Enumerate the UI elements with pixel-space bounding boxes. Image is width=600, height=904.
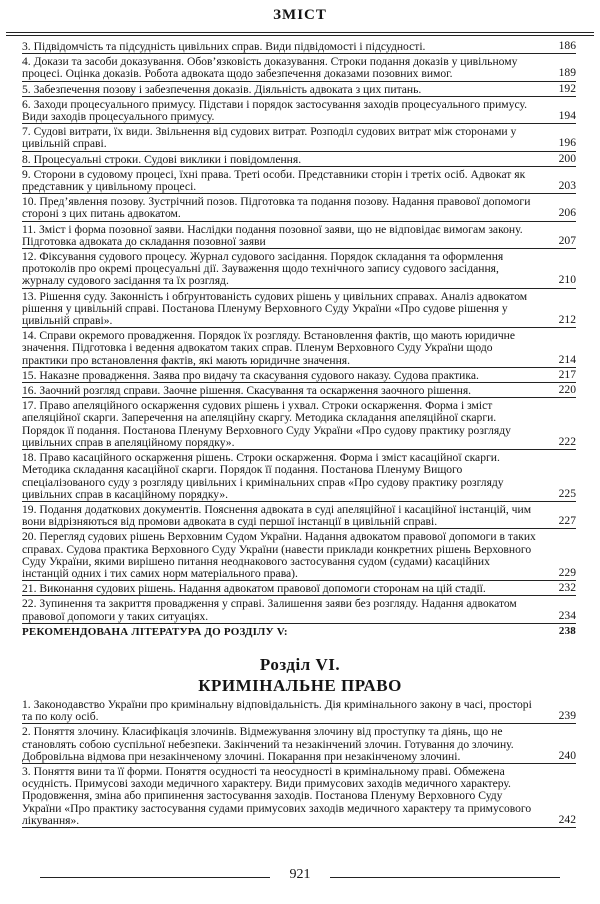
- toc-list-civil-procedure: [0, 41, 600, 640]
- toc-entry: [22, 169, 576, 194]
- toc-entry-text: 21. Виконання судових рішень. Надання адвокатом правової допомоги сторонам на цій стадії.: [22, 582, 486, 596]
- header-rule: [6, 32, 594, 33]
- toc-entry-page: 206: [558, 206, 576, 220]
- toc-entry: [22, 531, 576, 581]
- toc-entry: [22, 126, 576, 151]
- toc-entry-text: 5. Забезпечення позову і забезпечення доказів. Діяльність адвоката з цих питань.: [22, 82, 422, 96]
- toc-entry: [22, 452, 576, 502]
- header-rule-thin: [6, 35, 594, 36]
- toc-entry-page: 212: [558, 313, 576, 327]
- toc-entry: [22, 196, 576, 221]
- toc-entry-text: 10. Пред’явлення позову. Зустрічний позов. Підготовка та подання позову. Надання правової допомоги стороні з цих питань адвокатом.: [22, 195, 531, 221]
- toc-entry-text: 19. Подання додаткових документів. Пояснення адвоката в суді апеляційної і касаційної інстанцій, чим вони відрізняються від промови адвоката в суді першої інстанції в цивільній справі.: [22, 502, 532, 529]
- toc-entry-page: 207: [558, 233, 576, 247]
- toc-entry: [22, 251, 576, 289]
- toc-entry: [22, 400, 576, 450]
- toc-entry-page: 220: [558, 383, 576, 397]
- toc-entry-page: 203: [558, 179, 576, 193]
- toc-entry: [22, 385, 576, 398]
- toc-entry: [22, 224, 576, 249]
- toc-entry: [22, 291, 576, 329]
- toc-entry-page: 200: [558, 151, 576, 165]
- toc-entry: [22, 726, 576, 764]
- page-header-title: ЗМІСТ: [273, 7, 327, 23]
- toc-entry-text: 3. Поняття вини та її форми. Поняття осудності та неосудності в кримінальному праві. Обмежена осудність. Примусові заходи медичного характеру. Види примусових заходів медичного характеру. Продовження, зміна або припинення застосування заходів. Постанова Пленуму Верховного Суду України «Про практику застосування судами примусових заходів медичного характеру та примусового лікування».: [22, 765, 532, 827]
- toc-entry-page: 186: [558, 39, 576, 52]
- toc-entry-page: 194: [558, 109, 576, 123]
- toc-entry-page: 240: [558, 748, 576, 762]
- section-number: Розділ VI.: [259, 655, 341, 674]
- toc-entry-page: 239: [558, 709, 576, 723]
- toc-entry-text: 16. Заочний розгляд справи. Заочне рішення. Скасування та оскарження заочного рішення.: [22, 384, 472, 398]
- toc-entry-page: 229: [558, 565, 576, 579]
- toc-entry-page: 217: [558, 367, 576, 381]
- toc-entry: [22, 504, 576, 529]
- references-label: РЕКОМЕНДОВАНА ЛІТЕРАТУРА ДО РОЗДІЛУ V:: [22, 625, 288, 638]
- toc-entry: [22, 699, 576, 724]
- toc-entry-page: 222: [558, 434, 576, 448]
- toc-entry-text: 14. Справи окремого провадження. Порядок їх розгляду. Встановлення фактів, що мають юридичне значення. Підготовка і ведення адвокатом таких справ. Пленум Верховного Суду України щодо практики про встановлення фактів, які мають юридичне значення.: [22, 329, 516, 367]
- toc-entry-page: 234: [558, 608, 576, 622]
- toc-entry-text: 9. Сторони в судовому процесі, їхні права. Треті особи. Представники сторін і третіх осіб. Адвокат як представник у цивільному процесі.: [22, 167, 526, 194]
- toc-entry-text: 12. Фіксування судового процесу. Журнал судового засідання. Порядок складання та оформлення протоколів про окремі процесуальні дії. Зауваження щодо технічного запису судового засідання, журналу судового засідання та їх розгляд.: [22, 250, 504, 288]
- toc-entry-page: 227: [558, 514, 576, 528]
- toc-entry: [22, 367, 576, 383]
- toc-entry: [22, 99, 576, 124]
- toc-entry-text: 1. Законодавство України про кримінальну відповідальність. Дія кримінального закону в часі, просторі та по колу осіб.: [22, 698, 532, 724]
- toc-entry-text: 4. Докази та засоби доказування. Обов’язковість доказування. Строки подання доказів у цивільному процесі. Оцінка доказів. Робота адвоката щодо забезпечення доказами позовних вимог.: [22, 55, 518, 81]
- toc-entry-text: 11. Зміст і форма позовної заяви. Наслідки подання позовної заяви, що не відповідає вимогам закону. Підготовка адвоката до складання позовної заяви: [22, 222, 523, 248]
- toc-entry-page: 242: [558, 812, 576, 826]
- toc-entry: [22, 151, 576, 167]
- references-page: 238: [558, 624, 576, 637]
- footer-rule-right: [330, 877, 560, 878]
- toc-entry: [22, 583, 576, 596]
- toc-entry: [22, 81, 576, 97]
- toc-entry: [22, 766, 576, 828]
- toc-entry-text: 17. Право апеляційного оскарження судових рішень і ухвал. Строки оскарження. Форма і зміст апеляційної скарги. Заперечення на апеляційну скаргу. Методика складання апеляційної скарги. Порядок її подання. Постанова Пленуму Верховного Суду України «Про судову практику розгляду цивільних справ в апеляційному порядку».: [22, 399, 511, 449]
- toc-entry-text: 7. Судові витрати, їх види. Звільнення від судових витрат. Розподіл судових витрат між сторонами у цивільній справі.: [22, 125, 517, 151]
- toc-entry: [22, 330, 576, 368]
- toc-entry-text: 6. Заходи процесуального примусу. Підстави і порядок застосування заходів процесуального примусу. Види заходів процесуального примусу.: [22, 97, 527, 124]
- footer-page-number: 921: [289, 867, 311, 882]
- toc-entry: [22, 41, 576, 54]
- section-title: КРИМІНАЛЬНЕ ПРАВО: [198, 676, 402, 695]
- toc-entry-text: 20. Перегляд судових рішень Верховним Судом України. Надання адвокатом правової допомоги в таких справах. Судова практика Верховного Суду України (навести приклади конкретних рішень Верховного Суду України, якими вирішено питання неоднакового застосування судом (судами) касаційних інстанцій одних і тих самих норм матеріального права).: [22, 530, 536, 580]
- toc-entry-page: 210: [558, 273, 576, 287]
- toc-entry-text: 15. Наказне провадження. Заява про видачу та скасування судового наказу. Судова практика.: [22, 368, 479, 382]
- toc-entry-text: 13. Рішення суду. Законність і обґрунтованість судових рішень у цивільних справах. Аналіз адвокатом рішення у цивільній справі. Постанова Пленуму Верховного Суду України «Про судове рішення у цивільній справі».: [22, 289, 528, 328]
- toc-entry-page: 196: [558, 136, 576, 150]
- toc-list-criminal-law: [0, 699, 600, 830]
- toc-entry-text: 22. Зупинення та закриття провадження у справі. Залишення заяви без розгляду. Надання адвокатом правової допомоги у таких ситуаціях.: [22, 597, 517, 623]
- toc-entry-page: 189: [558, 66, 576, 80]
- toc-entry-page: 225: [558, 486, 576, 500]
- toc-entry-text: 8. Процесуальні строки. Судові виклики і повідомлення.: [22, 152, 302, 166]
- toc-entry-page: 232: [558, 581, 576, 595]
- toc-entry-text: 3. Підвідомчість та підсудність цивільних справ. Види підвідомості і підсудності.: [22, 40, 426, 53]
- toc-entry-page: 192: [558, 81, 576, 95]
- toc-entry-page: 214: [558, 352, 576, 366]
- toc-entry: [22, 598, 576, 623]
- toc-entry-text: 2. Поняття злочину. Класифікація злочинів. Відмежування злочину від проступку та діянь, що не становлять собою суспільної небезпеки. Закінчений та незакінчений злочин. Готування до злочину. Добровільна відмова при незакінченому злочині. Покарання при незакінченому злочині.: [22, 725, 514, 763]
- toc-entry-text: 18. Право касаційного оскарження рішень. Строки оскарження. Форма і зміст касаційної скарги. Методика складання касаційної скарги. Порядок її подання. Постанова Пленуму Вищого спеціалізованого суду з розгляду цивільних і кримінальних справ «Про судову практику розгляду цивільних справ в касаційному порядку».: [22, 451, 504, 501]
- references-entry: [22, 626, 576, 638]
- toc-entry: [22, 56, 576, 81]
